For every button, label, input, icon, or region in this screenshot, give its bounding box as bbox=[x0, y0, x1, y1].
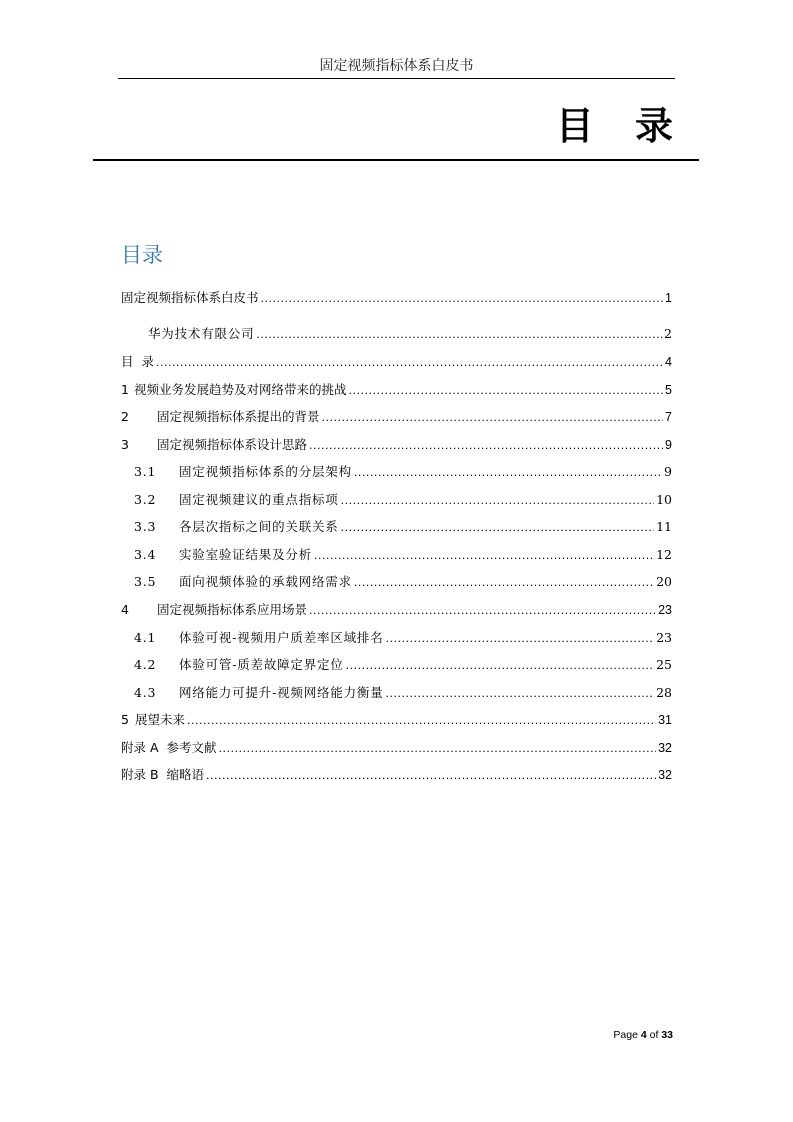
toc-entry-page: 11 bbox=[656, 519, 672, 534]
toc-entry-chapter-2[interactable] bbox=[121, 407, 672, 427]
toc-entry-number: 3.4 bbox=[134, 547, 157, 562]
toc-entry-section-4-1[interactable] bbox=[134, 628, 672, 648]
toc-entry-text: 体验可视-视频用户质差率区域排名 bbox=[179, 630, 384, 645]
toc-entry-text: 体验可管-质差故障定界定位 bbox=[179, 657, 344, 672]
toc-leader-dots bbox=[341, 518, 654, 538]
toc-entry-chapter-4[interactable] bbox=[121, 600, 672, 620]
toc-entry-section-4-2[interactable] bbox=[134, 655, 672, 675]
toc-entry-text: 固定视频指标体系提出的背景 bbox=[157, 409, 320, 424]
toc-entry-section-3-5[interactable] bbox=[134, 572, 672, 592]
toc-leader-dots bbox=[218, 739, 656, 759]
toc-entry-page: 23 bbox=[658, 603, 672, 617]
toc-leader-dots bbox=[261, 289, 664, 309]
toc-entry-text: 网络能力可提升-视频网络能力衡量 bbox=[179, 685, 384, 700]
toc-entry-text: 视频业务发展趋势及对网络带来的挑战 bbox=[134, 382, 347, 397]
toc-heading: 目录 bbox=[121, 243, 163, 267]
toc-entry-number: 3.3 bbox=[134, 519, 157, 534]
toc-entry-number: 5 bbox=[121, 712, 129, 727]
toc-entry-text: 目 录 bbox=[121, 354, 154, 369]
toc-entry-page: 2 bbox=[664, 326, 672, 341]
toc-entry-page: 32 bbox=[658, 741, 672, 755]
toc-entry-page: 23 bbox=[656, 630, 672, 645]
toc-entry-page: 31 bbox=[658, 713, 672, 727]
toc-entry-number: 4.3 bbox=[134, 685, 157, 700]
toc-leader-dots bbox=[354, 573, 654, 593]
toc-entry-page: 32 bbox=[658, 768, 672, 782]
toc-entry-chapter-5[interactable] bbox=[121, 710, 672, 730]
toc-entry-page: 5 bbox=[665, 383, 672, 397]
toc-entry-contents[interactable] bbox=[121, 352, 672, 372]
footer-of-word: of bbox=[649, 1029, 659, 1041]
toc-leader-dots bbox=[386, 684, 655, 704]
toc-leader-dots bbox=[156, 353, 663, 373]
toc-leader-dots bbox=[341, 491, 654, 511]
toc-entry-text: 附录 A 参考文献 bbox=[121, 740, 217, 755]
toc-entry-appendix-a[interactable] bbox=[121, 738, 672, 758]
footer-current-page: 4 bbox=[640, 1029, 647, 1041]
toc-entry-text: 固定视频指标体系白皮书 bbox=[121, 290, 259, 305]
toc-entry-section-3-4[interactable] bbox=[134, 545, 672, 565]
footer-page-word: Page bbox=[613, 1029, 638, 1041]
toc-leader-dots bbox=[322, 408, 664, 428]
page-footer bbox=[613, 1028, 673, 1042]
toc-entry-number: 3.5 bbox=[134, 574, 157, 589]
toc-entry-text: 实验室验证结果及分析 bbox=[179, 547, 313, 562]
toc-entry-text: 面向视频体验的承载网络需求 bbox=[179, 574, 352, 589]
toc-entry-number: 2 bbox=[121, 409, 129, 424]
toc-entry-text: 固定视频指标体系设计思路 bbox=[157, 437, 308, 452]
toc-entry-page: 10 bbox=[656, 492, 672, 507]
toc-leader-dots bbox=[386, 629, 655, 649]
toc-entry-number: 4.2 bbox=[134, 657, 157, 672]
toc-leader-dots bbox=[354, 463, 662, 483]
toc-entry-text: 附录 B 缩略语 bbox=[121, 767, 204, 782]
toc-entry-section-3-1[interactable] bbox=[134, 462, 672, 482]
toc-entry-chapter-3[interactable] bbox=[121, 435, 672, 455]
toc-leader-dots bbox=[309, 436, 663, 456]
toc-entry-section-4-3[interactable] bbox=[134, 683, 672, 703]
toc-entry-text: 固定视频指标体系应用场景 bbox=[157, 602, 308, 617]
toc-entry-number: 4.1 bbox=[134, 630, 157, 645]
toc-entry-company[interactable] bbox=[148, 324, 672, 344]
toc-entry-section-3-3[interactable] bbox=[134, 517, 672, 537]
toc-entry-text: 华为技术有限公司 bbox=[148, 326, 255, 341]
toc-leader-dots bbox=[256, 325, 662, 345]
toc-entry-page: 9 bbox=[664, 464, 672, 479]
toc-entry-text: 固定视频指标体系的分层架构 bbox=[179, 464, 352, 479]
toc-entry-appendix-b[interactable] bbox=[121, 765, 672, 785]
toc-entry-text: 各层次指标之间的关联关系 bbox=[179, 519, 339, 534]
toc-entry-number: 3.2 bbox=[134, 492, 157, 507]
running-header: 固定视频指标体系白皮书 bbox=[319, 58, 474, 74]
toc-entry-chapter-1[interactable] bbox=[121, 380, 672, 400]
toc-leader-dots bbox=[309, 601, 656, 621]
toc-entry-number: 1 bbox=[121, 382, 129, 397]
toc-entry-number: 3.1 bbox=[134, 464, 157, 479]
toc-entry-page: 7 bbox=[665, 410, 672, 424]
toc-leader-dots bbox=[206, 766, 656, 786]
toc-entry-page: 28 bbox=[656, 685, 672, 700]
toc-entry-page: 1 bbox=[665, 291, 672, 305]
toc-entry-title[interactable] bbox=[121, 288, 672, 308]
toc-entry-text: 展望未来 bbox=[135, 712, 186, 727]
footer-total-pages: 33 bbox=[661, 1029, 673, 1041]
toc-entry-page: 9 bbox=[665, 438, 672, 452]
toc-leader-dots bbox=[349, 381, 664, 401]
toc-entry-page: 12 bbox=[656, 547, 672, 562]
toc-leader-dots bbox=[187, 711, 656, 731]
toc-leader-dots bbox=[346, 656, 654, 676]
toc-entry-page: 25 bbox=[656, 657, 672, 672]
toc-entry-number: 3 bbox=[121, 437, 129, 452]
toc-leader-dots bbox=[314, 546, 654, 566]
toc-entry-page: 4 bbox=[665, 355, 672, 369]
toc-entry-section-3-2[interactable] bbox=[134, 490, 672, 510]
toc-entry-number: 4 bbox=[121, 602, 129, 617]
page-title: 目 录 bbox=[555, 104, 687, 148]
toc-entry-page: 20 bbox=[656, 574, 672, 589]
toc-entry-text: 固定视频建议的重点指标项 bbox=[179, 492, 339, 507]
